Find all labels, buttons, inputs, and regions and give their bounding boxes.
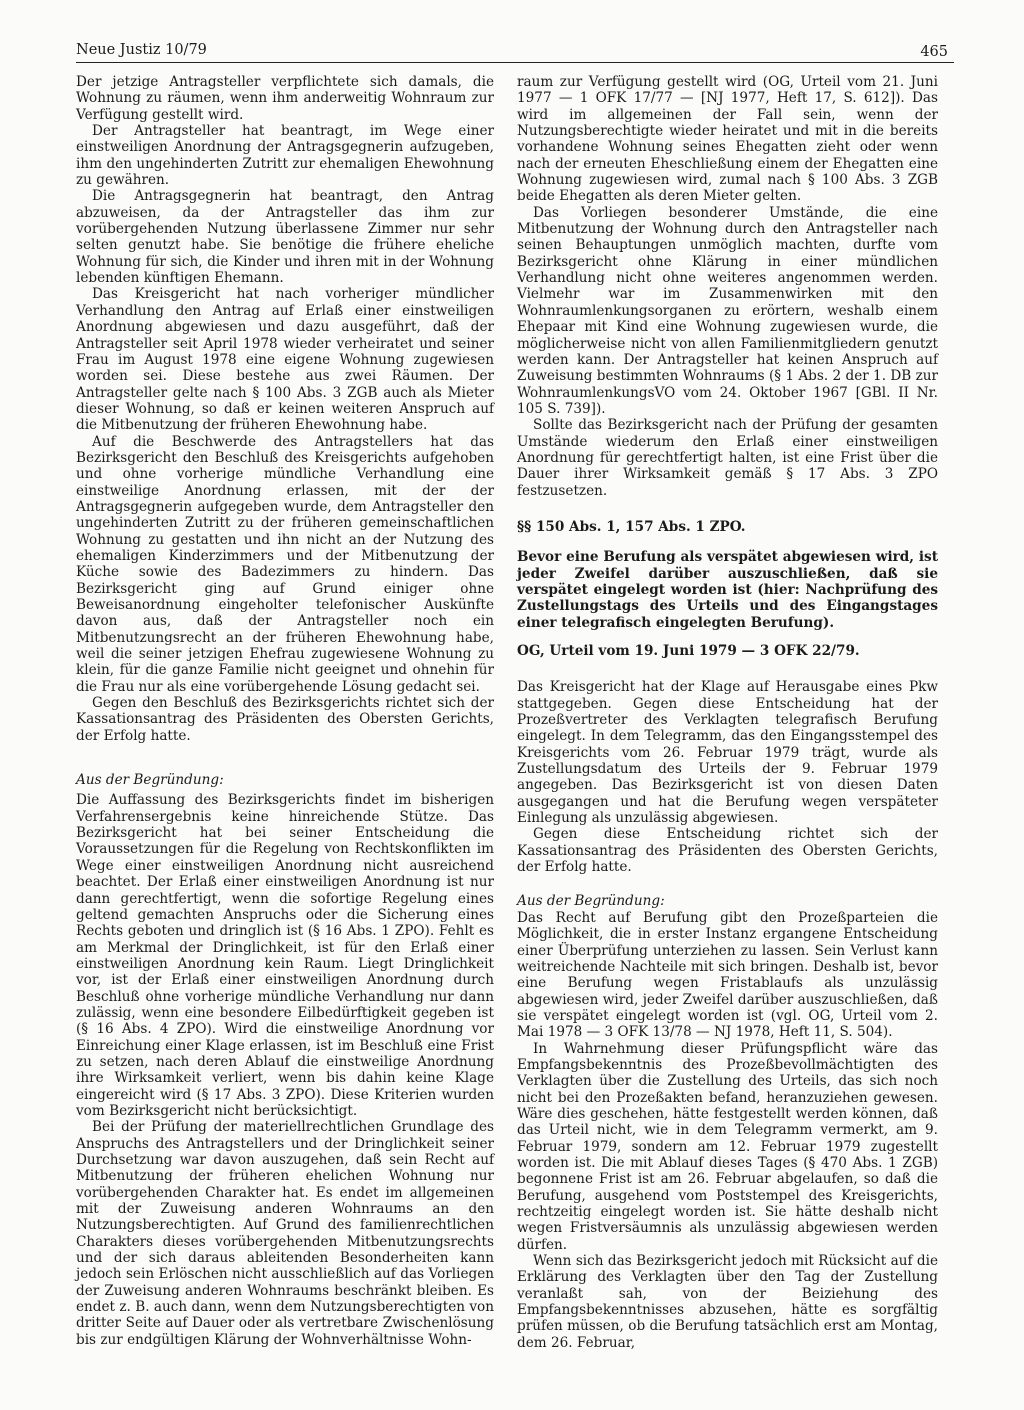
headnote: Bevor eine Berufung als verspätet abgewiesen wird, ist jeder Zweifel darüber auszuschließen, daß sie verspätet eingelegt worden ist (hier: Nachprüfung des Zustellungstags des Urteils und des Eingangstages einer telegrafisch eingelegten Berufung). [517,549,938,631]
paragraph: Auf die Beschwerde des Antragstellers hat das Bezirksgericht den Beschluß des Kreisgerichts aufgehoben und ohne vorherige mündliche Verhandlung eine einstweilige Anordnung erlassen, mit der der Antragsgegnerin aufgegeben wurde, dem Antragsteller den ungehinderten Zutritt zu der früheren gemeinschaftlichen Wohnung zu gestatten und ihn nicht an der Nutzung des ehemaligen Kinderzimmers und der Mitbenutzung der Küche sowie des Badezimmers zu hindern. Das Bezirksgericht ging auf Grund einiger ohne Beweisanordnung eingeholter telefonischer Auskünfte davon aus, daß der Antragsteller noch ein Mitbenutzungsrecht an der früheren Ehewohnung habe, weil die seiner jetzigen Ehefrau zugewiesene Wohnung zu klein, für die ganze Familie nicht geeignet und ohnehin für die Frau nur als eine vorübergehende Lösung gedacht sei. [76,433,494,695]
section-subheading: Aus der Begründung: [76,772,224,789]
paragraph: Der Antragsteller hat beantragt, im Wege einer einstweiligen Anordnung der Antragsgegnerin aufzugeben, ihm den ungehinderten Zutritt zur ehemaligen Ehewohnung zu gewähren. [76,123,494,189]
paragraph: Der jetzige Antragsteller verpflichtete sich damals, die Wohnung zu räumen, wenn ihm anderweitig Wohnraum zur Verfügung gestellt wird. [76,74,494,123]
paragraph: Das Recht auf Berufung gibt den Prozeßparteien die Möglichkeit, die in erster Instanz ergangene Entscheidung einer Überprüfung unterziehen zu lassen. Sein Verlust kann weitreichende Nachteile mit sich bringen. Deshalb ist, bevor eine Berufung wegen Fristablaufs als unzulässig abgewiesen wird, jeder Zweifel darüber auszuschließen, daß sie verspätet eingelegt worden ist (vgl. OG, Urteil vom 2. Mai 1978 — 3 OFK 13/78 — NJ 1978, Heft 11, S. 504). [517,909,938,1041]
section-subheading: Aus der Begründung: [517,893,665,910]
paragraph: Gegen diese Entscheidung richtet sich der Kassationsantrag des Präsidenten des Obersten Gerichts, der Erfolg hatte. [517,826,938,876]
statute-reference: §§ 150 Abs. 1, 157 Abs. 1 ZPO. [517,518,746,535]
paragraph: Das Vorliegen besonderer Umstände, die eine Mitbenutzung der Wohnung durch den Antragsteller nach seinen Behauptungen unmöglich machten, durfte vom Bezirksgericht ohne Klärung in einer mündlichen Verhandlung nicht ohne weiteres angenommen werden. Vielmehr war im Zusammenwirken mit den Wohnraumlenkungsorganen zu erörtern, weshalb einem Ehepaar mit Kind eine Wohnung zugewiesen wurde, die möglicherweise nicht von allen Familienmitgliedern genutzt werden kann. Der Antragsteller hat keinen Anspruch auf Zuweisung bestimmten Wohnraums (§ 1 Abs. 2 der 1. DB zur WohnraumlenkungsVO vom 24. Oktober 1967 [GBl. II Nr. 105 S. 739]). [517,204,938,417]
left-column [76,74,494,1348]
paragraph: Die Antragsgegnerin hat beantragt, den Antrag abzuweisen, da der Antragsteller das ihm zur vorübergehenden Nutzung überlassene Zimmer nur sehr selten genutzt habe. Sie benötige die frühere eheliche Wohnung für sich, die Kinder und ihren mit in der Wohnung lebenden künftigen Ehemann. [76,188,494,287]
paragraph: Das Kreisgericht hat nach vorheriger mündlicher Verhandlung den Antrag auf Erlaß einer einstweiligen Anordnung abgewiesen und dazu ausgeführt, daß der Antragsteller seit April 1978 wieder verheiratet und seiner Frau im August 1978 eine eigene Wohnung zugewiesen worden sei. Diese bestehe aus zwei Räumen. Der Antragsteller gelte nach § 100 Abs. 3 ZGB auch als Mieter dieser Wohnung, so daß er keinen weiteren Anspruch auf die Mitbenutzung der früheren Ehewohnung habe. [76,286,494,434]
right-column [517,74,938,1351]
page-number: 465 [920,44,948,60]
paragraph: Die Auffassung des Bezirksgerichts findet im bisherigen Verfahrensergebnis keine hinreichende Stütze. Das Bezirksgericht hat bei seiner Entscheidung die Voraussetzungen für die Regelung von Rechtskonflikten im Wege einer einstweiligen Anordnung nicht ausreichend beachtet. Der Erlaß einer einstweiligen Anordnung ist nur dann gerechtfertigt, wenn die sofortige Regelung eines geltend gemachten Anspruchs oder die Sicherung eines Rechts geboten und dringlich ist (§ 16 Abs. 1 ZPO). Fehlt es am Merkmal der Dringlichkeit, ist für den Erlaß einer einstweiligen Anordnung kein Raum. Liegt Dringlichkeit vor, ist der Erlaß einer einstweiligen Anordnung durch Beschluß ohne vorherige mündliche Verhandlung nur dann zulässig, wenn eine besondere Eilbedürftigkeit gegeben ist (§ 16 Abs. 4 ZPO). Wird die einstweilige Anordnung vor Einreichung einer Klage erlassen, ist im Beschluß eine Frist zu setzen, nach deren Ablauf die einstweilige Anordnung ihre Wirksamkeit verliert, wenn bis dahin keine Klage eingereicht wird (§ 17 Abs. 3 ZPO). Diese Kriterien wurden vom Bezirksgericht nicht berücksichtigt. [76,792,494,1119]
paragraph: In Wahrnehmung dieser Prüfungspflicht wäre das Empfangsbekenntnis des Prozeßbevollmächtigten des Verklagten über die Zustellung des Urteils, das sich noch nicht bei den Prozeßakten befand, heranzuziehen gewesen. Wäre dies geschehen, hätte festgestellt werden können, daß das Urteil nicht, wie in dem Telegramm vermerkt, am 9. Februar 1979, sondern am 12. Februar 1979 zugestellt worden ist. Die mit Ablauf dieses Tages (§ 470 Abs. 1 ZGB) begonnene Frist ist am 26. Februar abgelaufen, so daß die Berufung, ausgehend vom Poststempel des Kreisgerichts, rechtzeitig eingelegt worden ist. Sie hätte deshalb nicht wegen Fristversäumnis als unzulässig abgewiesen werden dürfen. [517,1040,938,1253]
paragraph: Das Kreisgericht hat der Klage auf Herausgabe eines Pkw stattgegeben. Gegen diese Entscheidung hat der Prozeßvertreter des Verklagten telegrafisch Berufung eingelegt. In dem Telegramm, das den Eingangsstempel des Kreisgerichts vom 26. Februar 1979 trägt, wurde als Zustellungsdatum des Urteils der 9. Februar 1979 angegeben. Das Bezirksgericht ist von diesen Daten ausgegangen und hat die Berufung wegen verspäteter Einlegung als unzulässig abgewiesen. [517,679,938,827]
paragraph: Sollte das Bezirksgericht nach der Prüfung der gesamten Umstände wiederum den Erlaß einer einstweiligen Anordnung für gerechtfertigt halten, ist eine Frist über die Dauer ihrer Wirksamkeit gemäß § 17 Abs. 3 ZPO festzusetzen. [517,417,938,499]
paragraph: Gegen den Beschluß des Bezirksgerichts richtet sich der Kassationsantrag des Präsidenten des Obersten Gerichts, der Erfolg hatte. [76,695,494,744]
case-citation: OG, Urteil vom 19. Juni 1979 — 3 OFK 22/79. [517,643,860,659]
paragraph: raum zur Verfügung gestellt wird (OG, Urteil vom 21. Juni 1977 — 1 OFK 17/77 — [NJ 1977, Heft 17, S. 612]). Das wird im allgemeinen der Fall sein, wenn der Nutzungsberechtigte wieder heiratet und mit in die bereits vorhandene Wohnung seines Ehegatten zieht oder wenn nach der erneuten Eheschließung einem der Ehegatten eine Wohnung zugewiesen wird, zumal nach § 100 Abs. 3 ZGB beide Ehegatten als deren Mieter gelten. [517,74,938,205]
paragraph: Wenn sich das Bezirksgericht jedoch mit Rücksicht auf die Erklärung des Verklagten über den Tag der Zustellung veranlaßt sah, von der Beiziehung des Empfangsbekenntnisses abzusehen, hätte es sorgfältig prüfen müssen, ob die Berufung tatsächlich erst am Montag, dem 26. Februar, [517,1253,938,1351]
paragraph: Bei der Prüfung der materiellrechtlichen Grundlage des Anspruchs des Antragstellers und der Dringlichkeit seiner Durchsetzung war davon auszugehen, daß sein Recht auf Mitbenutzung der früheren ehelichen Wohnung nur vorübergehenden Charakter hat. Es endet im allgemeinen mit der Zuweisung anderen Wohnraums an den Nutzungsberechtigten. Auf Grund des familienrechtlichen Charakters dieses vorübergehenden Mitbenutzungsrechts und der sich daraus ableitenden Besonderheiten kann jedoch sein Erlöschen nicht ausschließlich auf das Vorliegen der Zuweisung anderen Wohnraums beschränkt bleiben. Es endet z. B. auch dann, wenn dem Nutzungsberechtigten von dritter Seite auf Dauer oder als vertretbare Zwischenlösung bis zur endgültigen Klärung der Wohnverhältnisse Wohn- [76,1119,494,1348]
page-header [76,40,954,63]
journal-issue: Neue Justiz 10/79 [76,42,207,58]
